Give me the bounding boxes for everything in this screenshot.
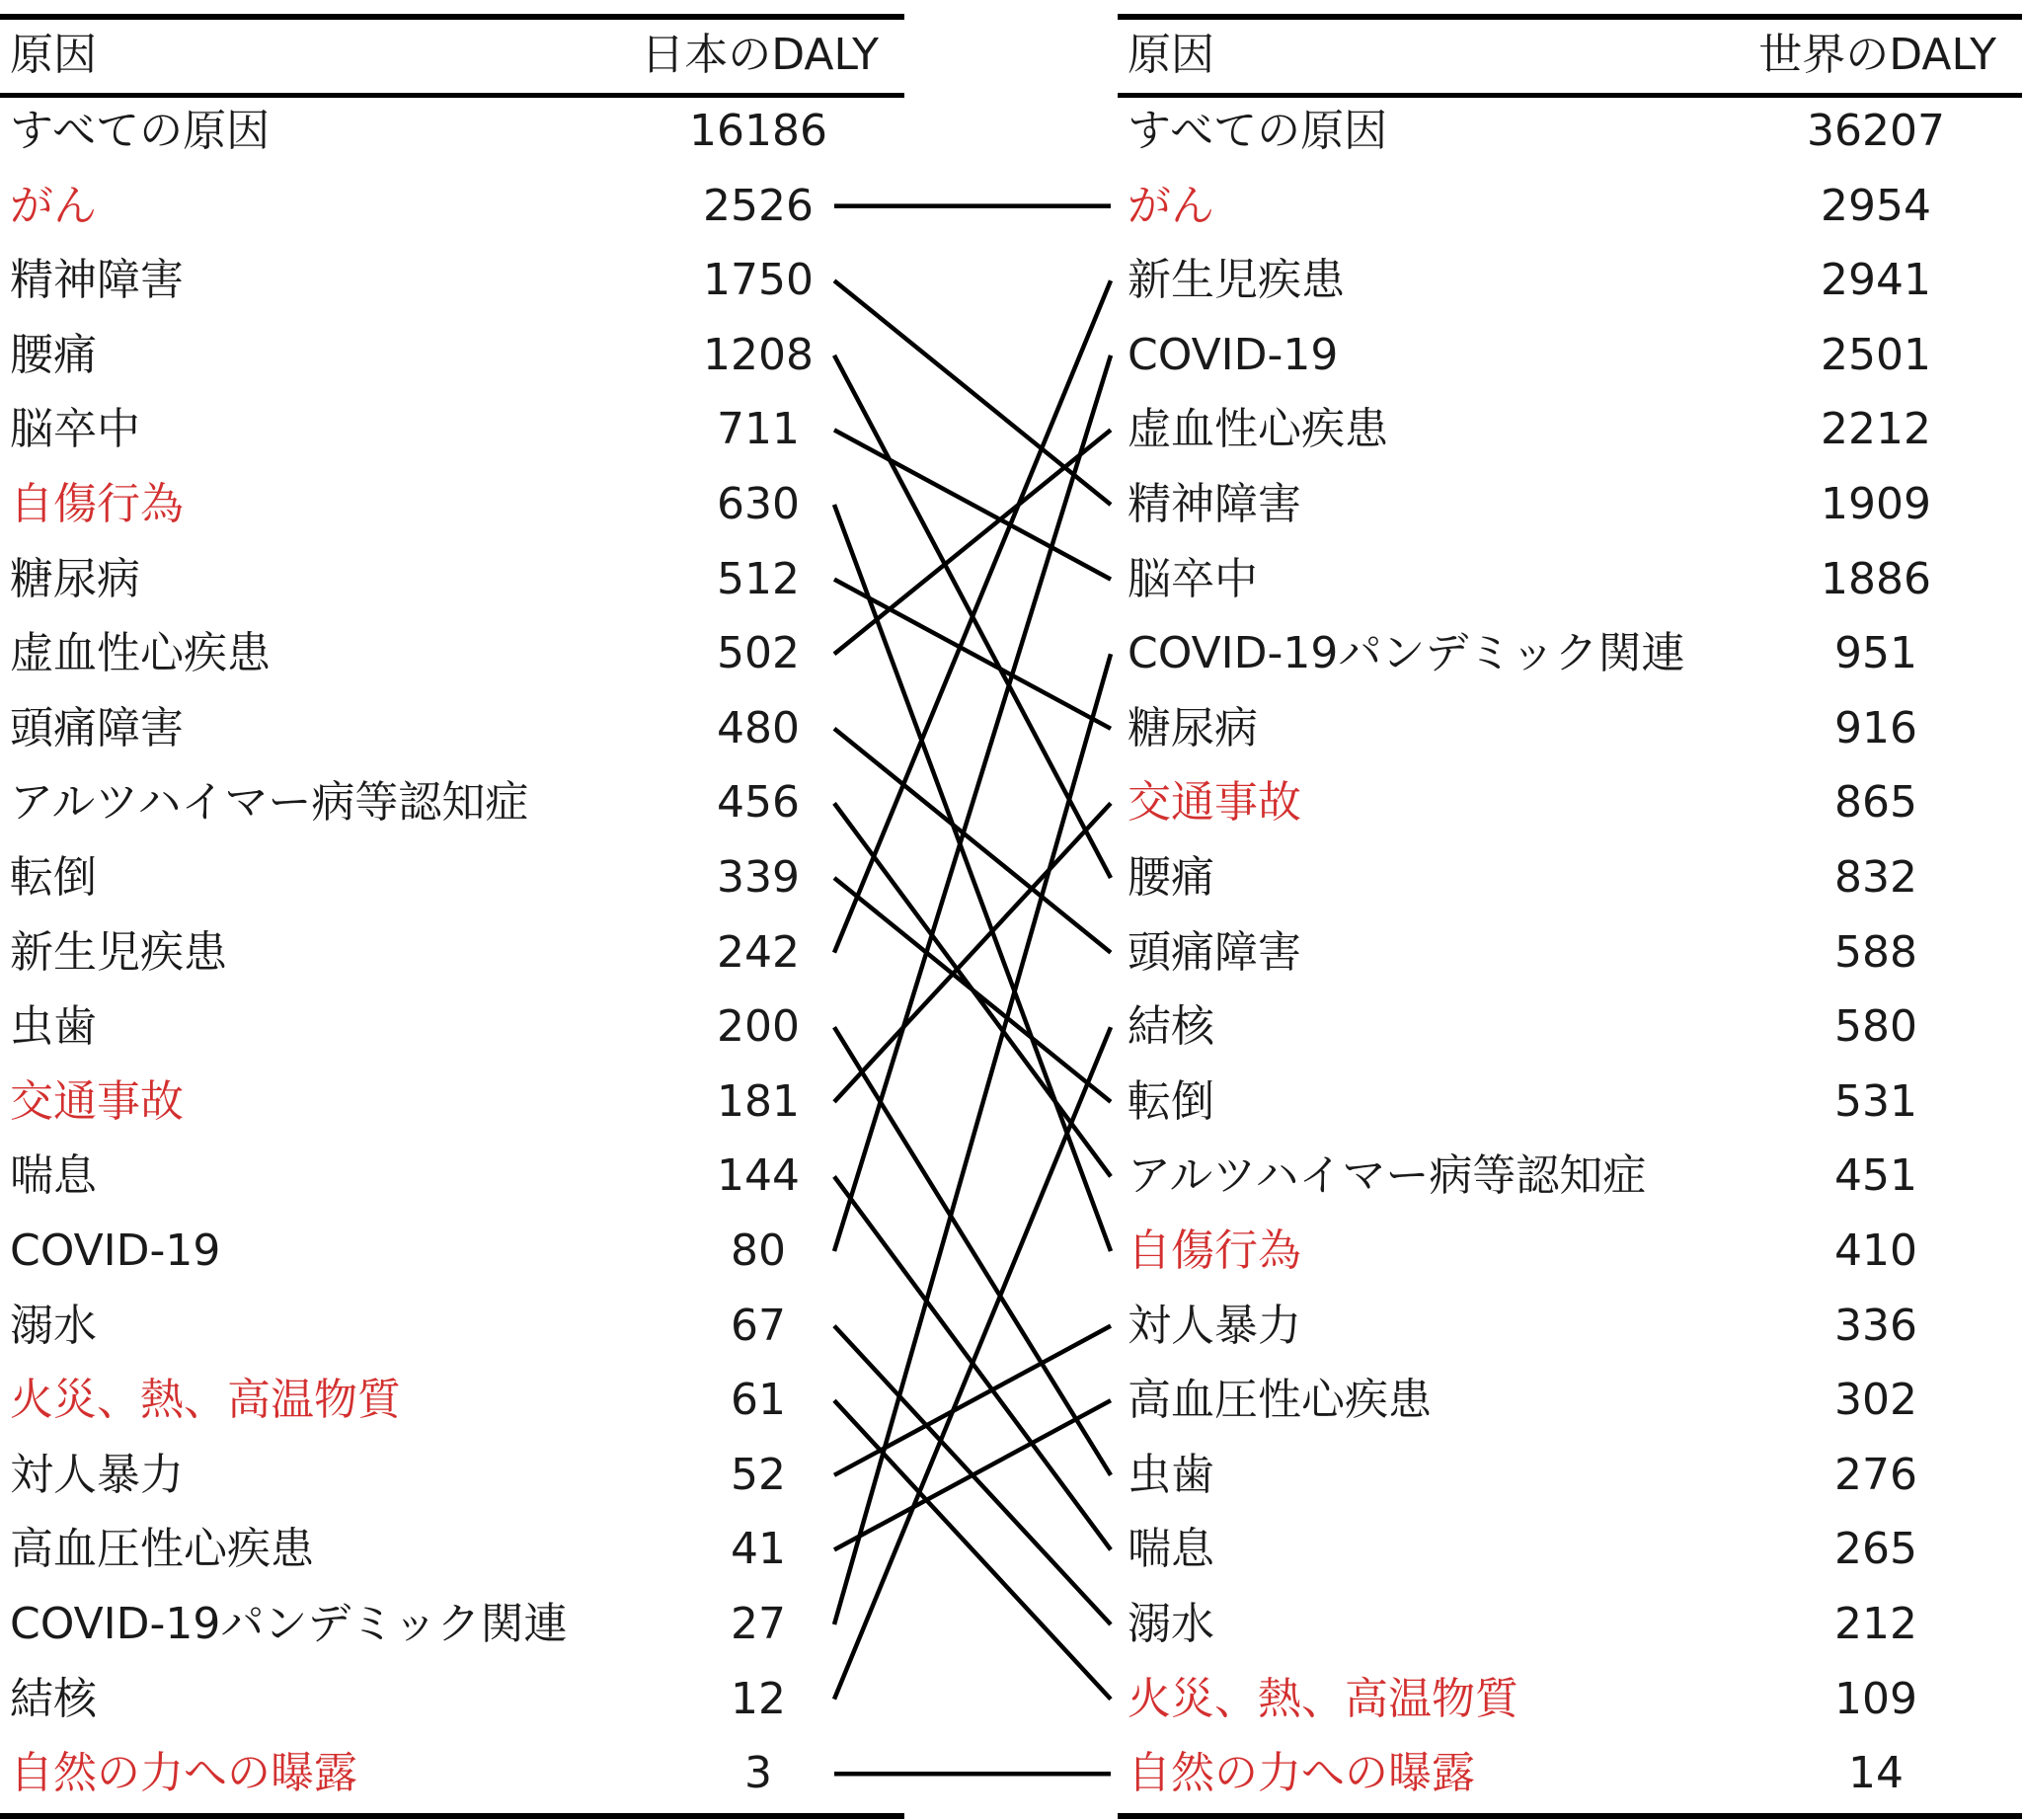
daly-value: 2941 — [1821, 255, 1931, 306]
daly-value: 67 — [731, 1300, 786, 1351]
daly-value: 276 — [1834, 1449, 1917, 1500]
connector-line — [834, 280, 1111, 505]
daly-value: 456 — [717, 777, 800, 829]
daly-value: 1886 — [1821, 553, 1931, 604]
cause-label: COVID-19 — [10, 1226, 221, 1276]
cause-label: がん — [10, 180, 97, 231]
daly-value: 109 — [1834, 1673, 1917, 1724]
daly-value: 200 — [717, 1001, 800, 1053]
daly-value: 2212 — [1821, 404, 1931, 455]
connector-line — [834, 729, 1111, 953]
cause-label: 虫歯 — [1128, 1449, 1214, 1500]
cause-label: 糖尿病 — [10, 553, 140, 604]
cause-label: すべての原因 — [1128, 106, 1388, 156]
daly-value: 52 — [731, 1449, 786, 1500]
cause-label: 脳卒中 — [1128, 553, 1258, 604]
connector-line — [834, 430, 1111, 579]
daly-value: 951 — [1834, 628, 1917, 679]
daly-value: 265 — [1834, 1524, 1917, 1575]
cause-label: COVID-19パンデミック関連 — [10, 1599, 568, 1649]
cause-label: 頭痛障害 — [1128, 926, 1301, 978]
daly-value: 336 — [1834, 1300, 1917, 1351]
japan-header-cause: 原因 — [10, 30, 97, 80]
cause-label: 精神障害 — [1128, 479, 1301, 529]
cause-label: 溺水 — [10, 1300, 97, 1351]
cause-label: アルツハイマー病等認知症 — [1128, 1150, 1647, 1202]
cause-label: 高血圧性心疾患 — [1128, 1375, 1432, 1426]
cause-label: 新生児疾患 — [1128, 255, 1345, 306]
cause-label: すべての原因 — [10, 106, 271, 156]
daly-value: 181 — [717, 1075, 800, 1127]
cause-label: 対人暴力 — [10, 1449, 184, 1500]
daly-value: 480 — [717, 702, 800, 753]
daly-value: 242 — [717, 926, 800, 978]
cause-label: 喘息 — [10, 1150, 97, 1202]
connector-line — [834, 1400, 1111, 1699]
daly-value: 502 — [717, 628, 800, 679]
cause-label: 頭痛障害 — [10, 702, 184, 753]
cause-label: 腰痛 — [1128, 852, 1214, 903]
connector-line — [834, 1326, 1111, 1475]
cause-label: 結核 — [10, 1673, 97, 1724]
daly-value: 711 — [717, 404, 800, 455]
cause-label: COVID-19 — [1128, 329, 1339, 380]
cause-label: 糖尿病 — [1128, 702, 1258, 753]
world-header-cause: 原因 — [1128, 30, 1214, 80]
cause-label: 交通事故 — [1128, 777, 1301, 829]
cause-label: がん — [1128, 180, 1214, 231]
daly-value: 144 — [717, 1150, 800, 1202]
daly-value: 916 — [1834, 702, 1917, 753]
daly-value: 2954 — [1821, 180, 1931, 231]
daly-value: 302 — [1834, 1375, 1917, 1426]
daly-value: 588 — [1834, 926, 1917, 978]
daly-value: 36207 — [1807, 106, 1945, 156]
daly-value: 14 — [1848, 1748, 1904, 1799]
cause-label: 自然の力への曝露 — [10, 1748, 357, 1799]
cause-label: 転倒 — [1128, 1075, 1214, 1127]
cause-label: 火災、熱、高温物質 — [10, 1375, 401, 1426]
daly-value: 1208 — [703, 329, 814, 380]
daly-value: 16186 — [689, 106, 827, 156]
cause-label: 火災、熱、高温物質 — [1128, 1673, 1518, 1724]
daly-value: 865 — [1834, 777, 1917, 829]
cause-label: 虫歯 — [10, 1001, 97, 1053]
daly-value: 27 — [731, 1599, 786, 1649]
daly-value: 1750 — [703, 255, 814, 306]
connector-line — [834, 878, 1111, 1102]
cause-label: 自傷行為 — [10, 479, 184, 529]
daly-value: 339 — [717, 852, 800, 903]
cause-label: 新生児疾患 — [10, 926, 227, 978]
connector-line — [834, 1027, 1111, 1475]
world-header-value: 世界のDALY — [1758, 30, 1996, 80]
daly-value: 630 — [717, 479, 800, 529]
cause-label: 自然の力への曝露 — [1128, 1748, 1475, 1799]
daly-value: 512 — [717, 553, 800, 604]
cause-label: 虚血性心疾患 — [10, 628, 271, 679]
daly-value: 410 — [1834, 1226, 1917, 1276]
cause-label: 結核 — [1128, 1001, 1214, 1053]
cause-label: 転倒 — [10, 852, 97, 903]
cause-label: 腰痛 — [10, 329, 97, 380]
cause-label: 精神障害 — [10, 255, 184, 306]
daly-value: 531 — [1834, 1075, 1917, 1127]
daly-value: 3 — [744, 1748, 772, 1799]
daly-value: 451 — [1834, 1150, 1917, 1202]
cause-label: 溺水 — [1128, 1599, 1214, 1649]
cause-label: 自傷行為 — [1128, 1226, 1301, 1276]
cause-label: 脳卒中 — [10, 404, 140, 455]
cause-label: 対人暴力 — [1128, 1300, 1301, 1351]
cause-label: アルツハイマー病等認知症 — [10, 777, 529, 829]
daly-value: 2526 — [703, 180, 814, 231]
daly-value: 2501 — [1821, 329, 1931, 380]
connector-line — [834, 1027, 1111, 1699]
connector-line — [834, 580, 1111, 729]
daly-value: 61 — [731, 1375, 786, 1426]
daly-value: 1909 — [1821, 479, 1931, 529]
cause-label: 虚血性心疾患 — [1128, 404, 1388, 455]
cause-label: COVID-19パンデミック関連 — [1128, 628, 1685, 679]
cause-label: 高血圧性心疾患 — [10, 1524, 314, 1575]
cause-label: 喘息 — [1128, 1524, 1214, 1575]
daly-value: 580 — [1834, 1001, 1917, 1053]
daly-value: 41 — [731, 1524, 786, 1575]
daly-value: 80 — [731, 1226, 786, 1276]
cause-label: 交通事故 — [10, 1075, 184, 1127]
daly-value: 212 — [1834, 1599, 1917, 1649]
daly-value: 12 — [731, 1673, 786, 1724]
daly-value: 832 — [1834, 852, 1917, 903]
japan-header-value: 日本のDALY — [641, 30, 879, 80]
